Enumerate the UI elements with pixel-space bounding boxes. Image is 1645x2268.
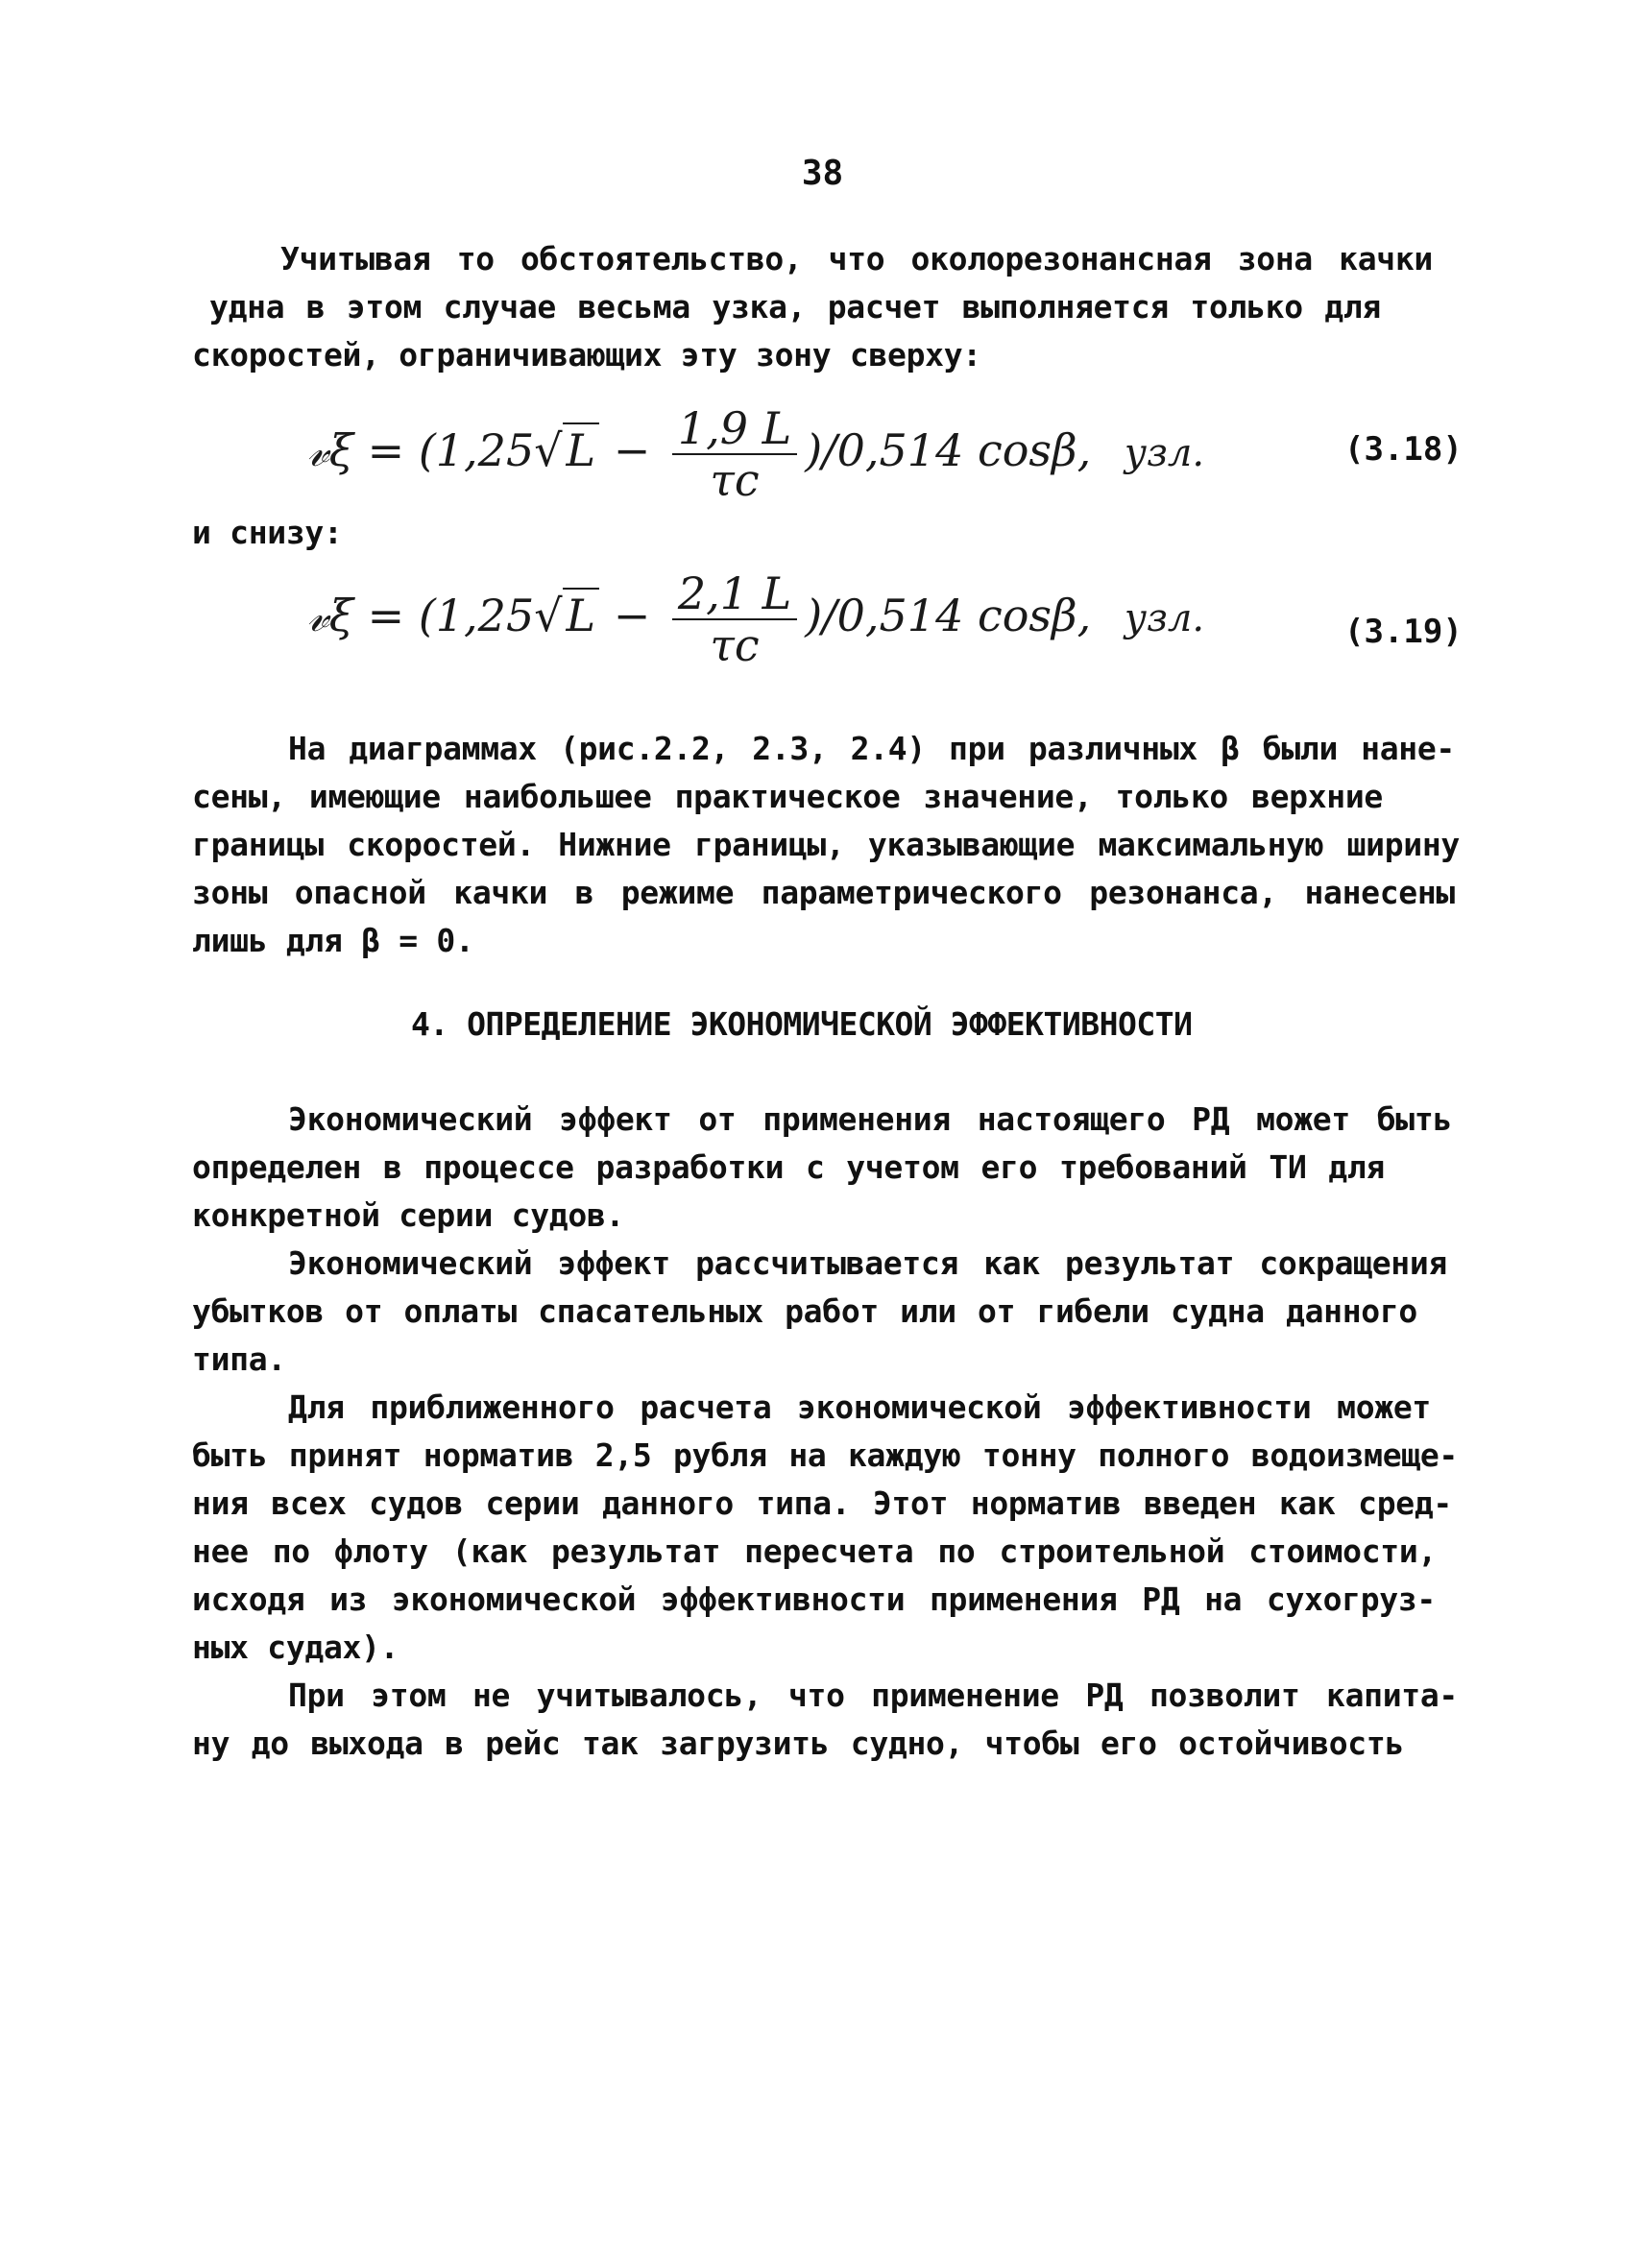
formula-3-19 xyxy=(307,568,1204,670)
sqrt-l: L xyxy=(563,422,600,476)
para1-line-3: скоростей, ограничивающих эту зону сверху: xyxy=(192,336,981,374)
para4-line-3: типа. xyxy=(192,1340,286,1378)
para5-line-1: Для приближенного расчета экономической эффективности может xyxy=(288,1388,1431,1426)
formula-3-18 xyxy=(307,403,1204,505)
para5-line-3: ния всех судов серии данного типа. Этот норматив введен как сред- xyxy=(192,1484,1452,1522)
fraction-numerator: 2,1 L xyxy=(672,568,797,620)
para5-line-4: нее по флоту (как результат пересчета по строительной стоимости, xyxy=(192,1532,1437,1570)
para6-line-1: При этом не учитывалось, что применение РД позволит капита- xyxy=(288,1677,1458,1714)
unit: узл. xyxy=(1124,596,1205,640)
equation-number-3-19: (3.19) xyxy=(1344,613,1463,651)
para2-line-4: зоны опасной качки в режиме параметрического резонанса, нанесены xyxy=(192,874,1455,911)
para4-line-2: убытков от оплаты спасательных работ или от гибели судна данного xyxy=(192,1292,1417,1330)
fraction-denominator: τc xyxy=(710,619,760,671)
para5-line-2: быть принят норматив 2,5 рубля на каждую тонну полного водоизмеще- xyxy=(192,1436,1458,1474)
section-heading: 4. ОПРЕДЕЛЕНИЕ ЭКОНОМИЧЕСКОЙ ЭФФЕКТИВНОСТИ xyxy=(411,1005,1193,1043)
para1-line-1: Учитывая то обстоятельство, что околорезонансная зона качки xyxy=(280,240,1433,277)
para3-line-3: конкретной серии судов. xyxy=(192,1196,625,1234)
page-number: 38 xyxy=(801,154,844,193)
para1-line-2: удна в этом случае весьма узка, расчет выполняется только для xyxy=(209,288,1381,326)
para2-line-1: На диаграммах (рис.2.2, 2.3, 2.4) при различных β были нане- xyxy=(288,730,1455,767)
sqrt-l: L xyxy=(563,588,600,641)
fraction xyxy=(672,568,797,670)
formula-lhs: 𝓋ξ = (1,25√ xyxy=(307,424,563,476)
fraction-numerator: 1,9 L xyxy=(672,403,797,455)
minus-sign: − xyxy=(613,590,651,641)
fraction-denominator: τc xyxy=(710,454,760,506)
minus-sign: − xyxy=(613,424,651,476)
para2-line-3: границы скоростей. Нижние границы, указывающие максимальную ширину xyxy=(192,826,1460,863)
para3-line-1: Экономический эффект от применения настоящего РД может быть xyxy=(288,1100,1452,1138)
para2-line-2: сены, имеющие наибольшее практическое значение, только верхние xyxy=(192,778,1383,815)
equation-number-3-18: (3.18) xyxy=(1344,430,1463,469)
unit: узл. xyxy=(1124,431,1205,475)
para2-line-5: лишь для β = 0. xyxy=(192,922,474,959)
para5-line-5: исходя из экономической эффективности применения РД на сухогруз- xyxy=(192,1580,1436,1618)
para4-line-1: Экономический эффект рассчитывается как результат сокращения xyxy=(288,1244,1447,1282)
para3-line-2: определен в процессе разработки с учетом его требований ТИ для xyxy=(192,1148,1385,1186)
formula-lhs: 𝓋ξ = (1,25√ xyxy=(307,590,563,641)
formula-rest: )/0,514 cosβ, xyxy=(805,424,1092,476)
para6-line-2: ну до выхода в рейс так загрузить судно, чтобы его остойчивость xyxy=(192,1725,1404,1762)
formula-rest: )/0,514 cosβ, xyxy=(805,590,1092,641)
fraction xyxy=(672,403,797,505)
below-label: и снизу: xyxy=(192,514,343,551)
para5-line-6: ных судах). xyxy=(192,1629,399,1666)
